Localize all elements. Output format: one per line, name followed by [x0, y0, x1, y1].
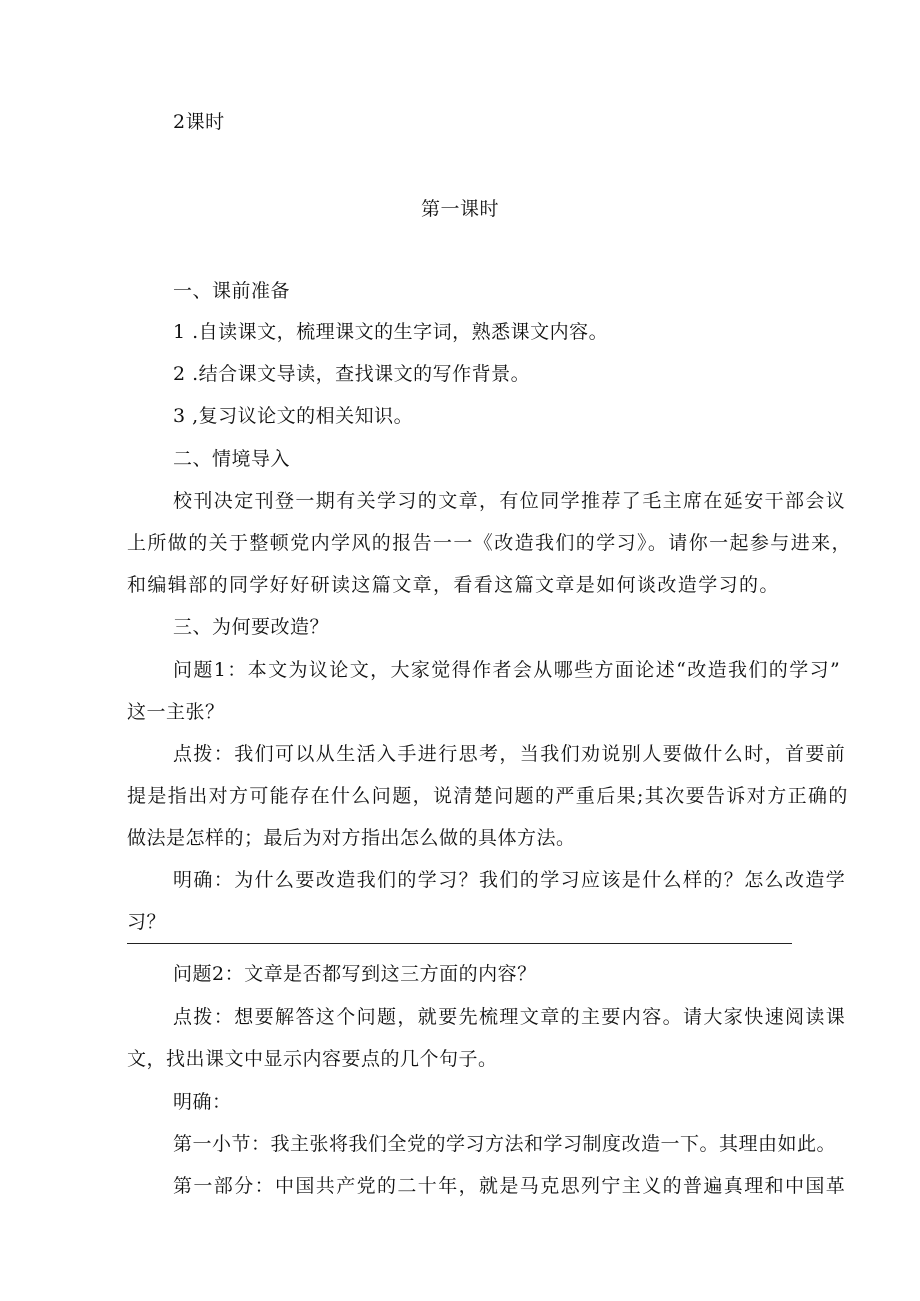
- question-2: 问题2：文章是否都写到这三方面的内容？: [173, 963, 537, 985]
- part-line-1: 第一小节：我主张将我们全党的学习方法和学习制度改造一下。其理由如此。: [173, 1133, 837, 1155]
- part-line-2: 第一部分：中国共产党的二十年，就是马克思列宁主义的普遍真理和中国革: [173, 1175, 847, 1197]
- horizontal-rule: [127, 943, 792, 944]
- intro-line-1: 校刊决定刊登一期有关学习的文章，有位同学推荐了毛主席在延安干部会议: [173, 490, 847, 512]
- prep-heading: 一、课前准备: [173, 280, 291, 302]
- hint-2-line-1: 点拨：想要解答这个问题，就要先梳理文章的主要内容。请大家快速阅读课: [173, 1006, 847, 1028]
- question-1-line-2: 这一主张？: [127, 701, 225, 723]
- answer-2-label: 明确：: [173, 1091, 232, 1113]
- prep-item-3: 3 ,复习议论文的相关知识。: [173, 405, 414, 427]
- intro-line-3: 和编辑部的同学好好研读这篇文章，看看这篇文章是如何谈改造学习的。: [127, 574, 780, 596]
- why-heading: 三、为何要改造？: [173, 616, 330, 638]
- answer-1-line-2: 习？: [127, 911, 167, 933]
- hint-2-line-2: 文，找出课文中显示内容要点的几个句子。: [127, 1048, 498, 1070]
- question-1-line-1: 问题1：本文为议论文，大家觉得作者会从哪些方面论述“改造我们的学习”: [173, 659, 842, 681]
- prep-item-2: 2 .结合课文导读，查找课文的写作背景。: [173, 363, 531, 385]
- intro-heading: 二、情境导入: [173, 448, 291, 470]
- prep-item-1: 1 .自读课文，梳理课文的生字词，熟悉课文内容。: [173, 321, 609, 343]
- first-lesson-title: 第一课时: [420, 198, 499, 220]
- intro-line-2: 上所做的关于整顿党内学风的报告一一《改造我们的学习》。请你一起参与进来，: [127, 532, 852, 554]
- hint-1-line-2: 提是指出对方可能存在什么问题，说清楚问题的严重后果;其次要告诉对方正确的: [127, 785, 849, 807]
- lesson-count: 2课时: [173, 111, 225, 133]
- answer-1-line-1: 明确：为什么要改造我们的学习？我们的学习应该是什么样的？怎么改造学: [173, 869, 847, 891]
- hint-1-line-1: 点拨：我们可以从生活入手进行思考，当我们劝说别人要做什么时，首要前: [173, 743, 847, 765]
- hint-1-line-3: 做法是怎样的；最后为对方指出怎么做的具体方法。: [127, 827, 576, 849]
